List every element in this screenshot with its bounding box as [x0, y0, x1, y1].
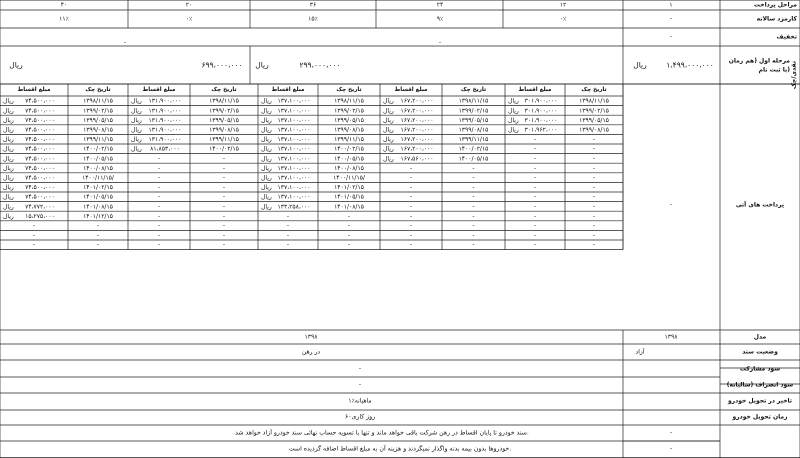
installment-amount: -	[286, 241, 290, 249]
check-date: -	[347, 232, 351, 240]
row-label-document-status: وضعیت سند	[742, 348, 778, 356]
first-payment-unit-3: ریال	[9, 60, 23, 70]
installment-amount: -	[409, 222, 413, 230]
row-label-annual-fee: کارمزد سالانه	[756, 15, 797, 23]
rial-unit: ریال	[3, 116, 14, 124]
note-line-1: سند خودرو تا پایان اقساط در رهن شرکت باقی خواهد ماند و تنها با تسویه حساب نهائی سند خودرو آزاد خواهد شد.	[235, 429, 529, 437]
installment-amount: -	[157, 164, 161, 172]
installment-amount: ۱۳۷،۱۰۰،۰۰۰	[277, 107, 311, 115]
annual-fee-value-4: ۰٪	[185, 15, 193, 23]
check-date: ۱۴۰۰/۰۵/۱۵	[83, 155, 113, 163]
rial-unit: ریال	[383, 107, 394, 115]
installment-amount: ۱۳۷،۱۰۰،۰۰۰	[277, 136, 311, 144]
check-date: ۱۳۹۹/۱۱/۱۵	[458, 136, 489, 144]
installment-amount: ۱۳۱،۹۰۰،۰۰۰	[148, 97, 182, 105]
plan1-future-value: -	[669, 201, 673, 209]
check-date: -	[472, 193, 475, 201]
installment-amount: ۱۳۷،۱۰۰،۰۰۰	[277, 164, 311, 172]
check-date: ۱۳۹۹/۰۲/۱۵	[334, 107, 364, 115]
installment-amount: -	[533, 232, 537, 240]
row-label-model: مدل	[753, 333, 767, 341]
check-date: -	[347, 222, 351, 230]
consumption-profit-value: -	[358, 381, 362, 389]
installment-amount: -	[533, 203, 537, 211]
check-date: -	[347, 241, 351, 249]
check-date: ۱۳۹۹/۰۵/۱۵	[209, 116, 239, 124]
check-date: ۱۳۹۹/۰۸/۱۵	[83, 126, 113, 134]
check-date: ۱۳۹۹/۰۸/۱۵	[209, 126, 239, 134]
row-label-first-stage-b: با ثبت نام)	[758, 66, 790, 74]
future-header-3: مبلغ اقساط	[394, 87, 428, 93]
rial-unit: ریال	[261, 97, 272, 105]
check-date: ۱۳۹۹/۰۵/۱۵	[579, 116, 609, 124]
installment-amount: -	[533, 155, 537, 163]
check-date: -	[472, 212, 475, 220]
stage-value-5: ۴۰	[60, 1, 68, 9]
installment-amount: ۷۴،۵۰۰،۰۰۰	[25, 184, 55, 192]
installment-amount: -	[286, 212, 290, 220]
installment-amount: ۱۳۱،۹۰۰،۰۰۰	[148, 116, 182, 124]
check-date: ۱۳۹۹/۰۲/۱۵	[579, 107, 609, 115]
rial-unit: ریال	[131, 145, 142, 153]
future-header-8: تاریخ چک	[85, 87, 111, 93]
check-date: ۱۳۹۹/۰۵/۱۵	[83, 116, 113, 124]
rial-unit: ریال	[508, 107, 519, 115]
check-date: ۱۴۰۰/۰۵/۱۵	[458, 155, 489, 163]
status-rest: در رهن	[301, 348, 321, 356]
installment-amount: -	[157, 212, 161, 220]
installment-amount: -	[409, 193, 413, 201]
installment-amount: ۱۳۷،۱۰۰،۰۰۰	[277, 97, 311, 105]
installment-amount: ۱۶۷،۵۶۰،۰۰۰	[400, 155, 434, 163]
installment-amount: ۷۴،۵۰۰،۰۰۰	[25, 97, 55, 105]
installment-amount: ۷۴،۵۰۰،۰۰۰	[25, 145, 55, 153]
check-date: ۱۴۰۰/۰۲/۱۵	[83, 145, 113, 153]
check-date: -	[96, 232, 100, 240]
installment-amount: -	[157, 155, 161, 163]
future-header-4: تاریخ چک	[336, 87, 362, 93]
installment-amount: -	[533, 193, 537, 201]
installment-amount: -	[533, 145, 537, 153]
table-text	[3, 2, 798, 453]
note-plan1-2: -	[669, 445, 673, 453]
check-date: ۱۳۹۹/۰۲/۱۵	[209, 107, 239, 115]
installment-amount: ۷۴،۷۷۲،۰۰۰	[25, 203, 55, 211]
check-date: ۱۳۹۸/۱۱/۱۵	[579, 97, 609, 105]
check-date: -	[222, 232, 226, 240]
model-plan1: ۱۳۹۸	[664, 333, 678, 341]
stage-value-2: ۲۴	[436, 1, 444, 9]
check-date: -	[592, 212, 596, 220]
row-label-delivery-time: زمان تحویل خودرو	[732, 413, 788, 421]
rial-unit: ریال	[261, 155, 272, 163]
installment-amount: -	[32, 241, 36, 249]
check-date: -	[592, 174, 596, 182]
installment-amount: -	[286, 222, 290, 230]
installment-amount: -	[286, 232, 290, 240]
installment-amount: ۱۳۱،۹۰۰،۰۰۰	[148, 136, 182, 144]
installment-amount: ۱۵،۲۷۵،۰۰۰	[25, 212, 55, 220]
installment-amount: -	[533, 184, 537, 192]
rial-unit: ریال	[383, 155, 394, 163]
annual-fee-value-2: ۹٪	[436, 15, 444, 23]
rial-unit: ریال	[131, 126, 142, 134]
row-label-payment-stages: مراحل پرداخت	[753, 1, 797, 9]
note-line-2: خودروها بدون بیمه بدنه واگذار نمیگردند و هزینه آن به مبلغ اقساط اضافه گردیده است.	[288, 445, 512, 453]
check-date: ۱۳۹۹/۰۸/۱۵	[334, 126, 364, 134]
check-date: -	[592, 203, 596, 211]
installment-amount: ۷۴،۵۰۰،۰۰۰	[25, 155, 55, 163]
rial-unit: ریال	[3, 107, 14, 115]
installment-amount: ۱۶۷،۲۰۰،۰۰۰	[400, 136, 434, 144]
row-label-consumption-profit: سود انصراف (سالیانه)	[726, 381, 794, 389]
rial-unit: ریال	[3, 212, 14, 220]
check-date: ۱۴۰۰/۰۲/۱۵	[209, 145, 239, 153]
rial-unit: ریال	[131, 116, 142, 124]
rial-unit: ریال	[508, 126, 519, 134]
installment-amount: ۷۴،۵۰۰،۰۰۰	[25, 136, 55, 144]
check-date: ۱۴۰۱/۰۸/۱۵	[83, 203, 113, 211]
check-date: -	[222, 164, 226, 172]
installment-amount: -	[409, 164, 413, 172]
installment-amount: -	[157, 193, 161, 201]
check-date: -	[222, 222, 226, 230]
row-label-delivery-delay: تاخیر در تحویل خودرو	[727, 397, 793, 405]
annual-fee-value-3: ۱۵٪	[308, 15, 318, 23]
check-date: -	[592, 241, 596, 249]
row-label-partnership-profit: سود مشارکت	[739, 365, 781, 373]
stage-value-3: ۳۶	[309, 1, 317, 9]
check-date: ۱۴۰۰/۰۲/۱۵	[458, 145, 489, 153]
check-date: ۱۳۹۸/۱۱/۱۵	[334, 97, 364, 105]
check-date: ۱۳۹۹/۰۸/۱۵	[458, 126, 489, 134]
installment-amount: -	[157, 232, 161, 240]
installment-amount: ۸۱،۸۵۳،۰۰۰	[150, 145, 180, 153]
check-date: ۱۴۰۰/۰۵/۱۵	[334, 155, 364, 163]
annual-fee-value-1: ۰٪	[559, 15, 567, 23]
check-date: ۱۴۰۱/۰۲/۱۵	[334, 184, 364, 192]
first-payment-amount-2: ۲۹۹،۰۰۰،۰۰۰	[299, 60, 341, 70]
installment-amount: ۱۳۷،۱۰۰،۰۰۰	[277, 193, 311, 201]
installment-amount: ۱۳۷،۱۰۰،۰۰۰	[277, 174, 311, 182]
installment-amount: -	[533, 222, 537, 230]
installment-amount: ۳۰۱،۹۰۰،۰۰۰	[524, 97, 558, 105]
annual-fee-value-5: ۱۱٪	[59, 15, 69, 23]
installment-amount: ۷۴،۵۰۰،۰۰۰	[25, 193, 55, 201]
check-date: ۱۴۰۰/۱۱/۱۵/	[82, 174, 114, 182]
check-date: -	[592, 155, 596, 163]
installment-amount: ۱۳۳،۲۵۸،۰۰۰	[277, 203, 311, 211]
check-date: ۱۴۰۰/۱۱/۱۵/	[333, 174, 365, 182]
rial-unit: ریال	[261, 107, 272, 115]
installment-amount: -	[409, 232, 413, 240]
rial-unit: ریال	[3, 97, 14, 105]
rial-unit: ریال	[131, 97, 142, 105]
installment-amount: ۳۰۱،۹۰۰،۰۰۰	[524, 116, 558, 124]
installment-amount: -	[32, 222, 36, 230]
future-header-5: مبلغ اقساط	[271, 87, 305, 93]
rial-unit: ریال	[261, 145, 272, 153]
check-date: -	[472, 184, 475, 192]
rial-unit: ریال	[261, 136, 272, 144]
installment-amount: -	[157, 241, 161, 249]
rial-unit: ریال	[261, 126, 272, 134]
rial-unit: ریال	[383, 145, 394, 153]
check-date: -	[222, 193, 226, 201]
check-date: ۱۳۹۹/۰۵/۱۵	[458, 116, 489, 124]
rial-unit: ریال	[3, 126, 14, 134]
rial-unit: ریال	[261, 164, 272, 172]
check-date: -	[222, 203, 226, 211]
check-date: ۱۴۰۱/۱۲/۱۵	[83, 212, 113, 220]
installment-amount: ۱۶۷،۲۰۰،۰۰۰	[400, 107, 434, 115]
check-date: ۱۴۰۱/۰۵/۱۵	[83, 193, 113, 201]
first-payment-unit-1: ریال	[633, 60, 647, 70]
installment-amount: -	[157, 222, 161, 230]
check-date: -	[592, 184, 596, 192]
check-date: ۱۳۹۸/۱۱/۱۵	[458, 97, 489, 105]
rial-unit: ریال	[3, 136, 14, 144]
check-date: -	[347, 212, 351, 220]
check-date: -	[472, 174, 475, 182]
check-date: -	[222, 174, 226, 182]
installment-amount: ۱۶۷،۲۰۰،۰۰۰	[400, 97, 434, 105]
installment-amount: ۱۳۷،۱۰۰،۰۰۰	[277, 126, 311, 134]
future-header-0: تاریخ چک	[581, 87, 607, 93]
rial-unit: ریال	[3, 164, 14, 172]
check-date: -	[472, 203, 475, 211]
installment-amount: -	[409, 174, 413, 182]
check-date: ۱۳۹۹/۰۸/۱۵	[579, 126, 609, 134]
installment-amount: ۷۴،۵۰۰،۰۰۰	[25, 116, 55, 124]
row-label-future-payments: پرداخت های آتی	[735, 201, 785, 209]
installment-amount: -	[157, 203, 161, 211]
installment-amount: -	[409, 212, 413, 220]
stage-value-4: ۲۰	[185, 1, 193, 9]
rial-unit: ریال	[3, 184, 14, 192]
installment-amount: -	[409, 203, 413, 211]
installment-amount: ۱۶۷،۲۰۰،۰۰۰	[400, 145, 434, 153]
check-date: -	[472, 232, 475, 240]
check-date: -	[592, 193, 596, 201]
check-date: -	[592, 164, 596, 172]
check-date: ۱۳۹۸/۱۱/۱۵	[83, 97, 113, 105]
check-date: -	[472, 222, 475, 230]
check-date: ۱۳۹۹/۱۱/۱۵	[209, 136, 239, 144]
installment-amount: ۱۶۷،۲۰۰،۰۰۰	[400, 126, 434, 134]
check-date: ۱۴۰۱/۰۵/۱۵	[334, 193, 364, 201]
rial-unit: ریال	[261, 184, 272, 192]
check-date: ۱۳۹۹/۰۲/۱۵	[458, 107, 489, 115]
row-label-first-stage-a: مرحله اول (هم زمان	[728, 57, 790, 65]
rial-unit: ریال	[3, 193, 14, 201]
installment-amount: ۱۳۷،۱۰۰،۰۰۰	[277, 145, 311, 153]
check-date: -	[472, 241, 475, 249]
rial-unit: ریال	[383, 136, 394, 144]
rial-unit: ریال	[261, 203, 272, 211]
discount-value-mid: -	[438, 39, 442, 47]
check-date: -	[222, 155, 226, 163]
check-date: -	[592, 232, 596, 240]
rial-unit: ریال	[3, 155, 14, 163]
installment-amount: -	[32, 232, 36, 240]
check-date: -	[96, 241, 100, 249]
installment-amount: -	[533, 174, 537, 182]
check-date: ۱۴۰۰/۰۸/۱۵	[83, 164, 113, 172]
check-date: -	[592, 136, 596, 144]
discount-value-plan1: -	[669, 33, 673, 41]
check-date: ۱۳۹۹/۰۲/۱۵	[83, 107, 113, 115]
installment-amount: ۱۶۷،۲۰۰،۰۰۰	[400, 116, 434, 124]
stage-value-1: ۱۲	[559, 1, 567, 9]
rial-unit: ریال	[3, 174, 14, 182]
installment-amount: ۷۴،۵۰۰،۰۰۰	[25, 164, 55, 172]
delivery-time-value: ۶۰روز کاری	[344, 413, 376, 421]
installment-amount: ۷۴،۵۰۰،۰۰۰	[25, 107, 55, 115]
check-date: -	[96, 222, 100, 230]
rial-unit: ریال	[508, 116, 519, 124]
check-date: -	[592, 222, 596, 230]
note-plan1-1: -	[669, 429, 673, 437]
check-date: ۱۴۰۰/۰۸/۱۵	[334, 164, 364, 172]
delivery-delay-value: ۱٪ماهیانه	[348, 397, 372, 405]
partnership-profit-value: -	[358, 365, 362, 373]
check-date: ۱۴۰۱/۰۸/۱۵	[334, 203, 364, 211]
rial-unit: ریال	[508, 97, 519, 105]
installment-amount: -	[157, 184, 161, 192]
check-date: -	[222, 184, 226, 192]
future-header-6: تاریخ چک	[211, 87, 237, 93]
future-header-1: مبلغ اقساط	[518, 87, 552, 93]
installment-amount: -	[409, 184, 413, 192]
installment-amount: ۳۰۱،۹۰۰،۰۰۰	[524, 107, 558, 115]
installment-amount: ۷۴،۵۰۰،۰۰۰	[25, 126, 55, 134]
check-date: ۱۳۹۹/۱۱/۱۵	[334, 136, 364, 144]
check-date: -	[472, 164, 475, 172]
rial-unit: ریال	[261, 174, 272, 182]
check-date: ۱۳۹۹/۱۱/۱۵	[83, 136, 113, 144]
installment-amount: -	[533, 136, 537, 144]
check-date: -	[592, 145, 596, 153]
installment-amount: ۱۳۱،۹۰۰،۰۰۰	[148, 107, 182, 115]
rial-unit: ریال	[131, 107, 142, 115]
model-rest: ۱۳۹۸	[304, 333, 318, 341]
installment-amount: ۱۳۷،۱۰۰،۰۰۰	[277, 184, 311, 192]
future-header-7: مبلغ اقساط	[142, 87, 176, 93]
installment-amount: ۱۳۷،۱۰۰،۰۰۰	[277, 155, 311, 163]
installment-amount: -	[533, 164, 537, 172]
annual-fee-value-0: -	[669, 15, 673, 23]
rial-unit: ریال	[261, 116, 272, 124]
check-date: ۱۴۰۰/۰۲/۱۵	[334, 145, 364, 153]
rial-unit: ریال	[3, 145, 14, 153]
rial-unit: ریال	[383, 116, 394, 124]
installment-amount: -	[157, 174, 161, 182]
rial-unit: ریال	[3, 203, 14, 211]
first-payment-amount-1: ۱،۴۹۹،۰۰۰،۰۰۰	[666, 60, 714, 70]
check-date: ۱۳۹۸/۱۱/۱۵	[209, 97, 239, 105]
installment-amount: -	[409, 241, 413, 249]
installment-amount: -	[533, 241, 537, 249]
rial-unit: ریال	[131, 136, 142, 144]
installment-amount: -	[533, 212, 537, 220]
check-date: -	[222, 212, 226, 220]
row-label-discount: تخفیف	[776, 33, 797, 41]
installment-amount: ۳۰۱،۹۶۲،۰۰۰	[524, 126, 558, 134]
future-header-9: مبلغ اقساط	[17, 87, 51, 93]
first-payment-unit-2: ریال	[255, 60, 269, 70]
first-payment-amount-3: ۶۹۹،۰۰۰،۰۰۰	[201, 60, 243, 70]
installment-amount: ۱۳۱،۹۰۰،۰۰۰	[148, 126, 182, 134]
row-label-first-stage-note: نقدی/چک	[790, 60, 798, 90]
rial-unit: ریال	[383, 126, 394, 134]
installment-amount: ۱۳۷،۱۰۰،۰۰۰	[277, 116, 311, 124]
stage-value-0: ۱	[669, 1, 673, 9]
status-plan1: آزاد	[635, 348, 645, 356]
future-header-2: تاریخ چک	[460, 87, 487, 93]
check-date: -	[222, 241, 226, 249]
rial-unit: ریال	[383, 97, 394, 105]
installment-amount: ۷۴،۵۰۰،۰۰۰	[25, 174, 55, 182]
check-date: ۱۴۰۱/۰۲/۱۵	[83, 184, 113, 192]
check-date: ۱۳۹۹/۰۵/۱۵	[334, 116, 364, 124]
discount-value-left: -	[123, 39, 127, 47]
rial-unit: ریال	[261, 193, 272, 201]
